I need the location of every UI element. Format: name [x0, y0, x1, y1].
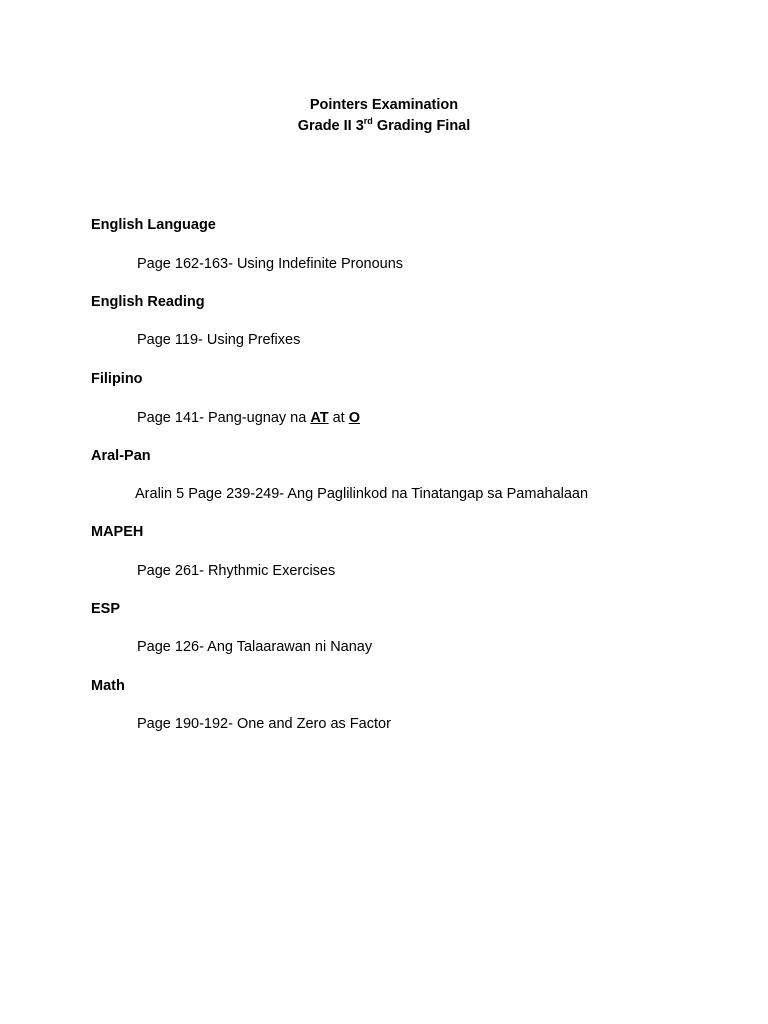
pointer-english-language: Page 162-163- Using Indefinite Pronouns: [137, 256, 404, 272]
subtitle-suffix: Grading Final: [372, 118, 471, 134]
subject-heading-math: Math: [91, 678, 125, 694]
pointer-filipino-connector: at: [328, 410, 349, 426]
subject-heading-english-language: English Language: [91, 217, 216, 233]
subtitle-prefix: Grade II 3: [297, 118, 364, 134]
subject-heading-mapeh: MAPEH: [91, 524, 144, 540]
subject-heading-filipino: Filipino: [91, 371, 143, 387]
pointer-mapeh: Page 261- Rhythmic Exercises: [137, 563, 336, 579]
pointer-aral-pan: Aralin 5 Page 239-249- Ang Paglilinkod na Tinatangap sa Pamahalaan: [135, 486, 589, 502]
subject-heading-esp: ESP: [91, 601, 121, 617]
subject-heading-aral-pan: Aral-Pan: [91, 448, 151, 464]
pointer-filipino-text: Page 141- Pang-ugnay na: [137, 410, 311, 426]
subtitle-ordinal-suffix: rd: [363, 116, 373, 126]
pointer-filipino: [137, 409, 360, 427]
subject-heading-english-reading: English Reading: [91, 294, 205, 310]
pointer-english-reading: Page 119- Using Prefixes: [137, 332, 301, 348]
emphasis-at: AT: [310, 410, 329, 426]
document-title: Pointers Examination: [309, 97, 459, 113]
pointer-esp: Page 126- Ang Talaarawan ni Nanay: [137, 639, 373, 655]
pointer-math: Page 190-192- One and Zero as Factor: [137, 716, 391, 732]
emphasis-o: O: [348, 410, 361, 426]
document-subtitle: [0, 117, 768, 135]
